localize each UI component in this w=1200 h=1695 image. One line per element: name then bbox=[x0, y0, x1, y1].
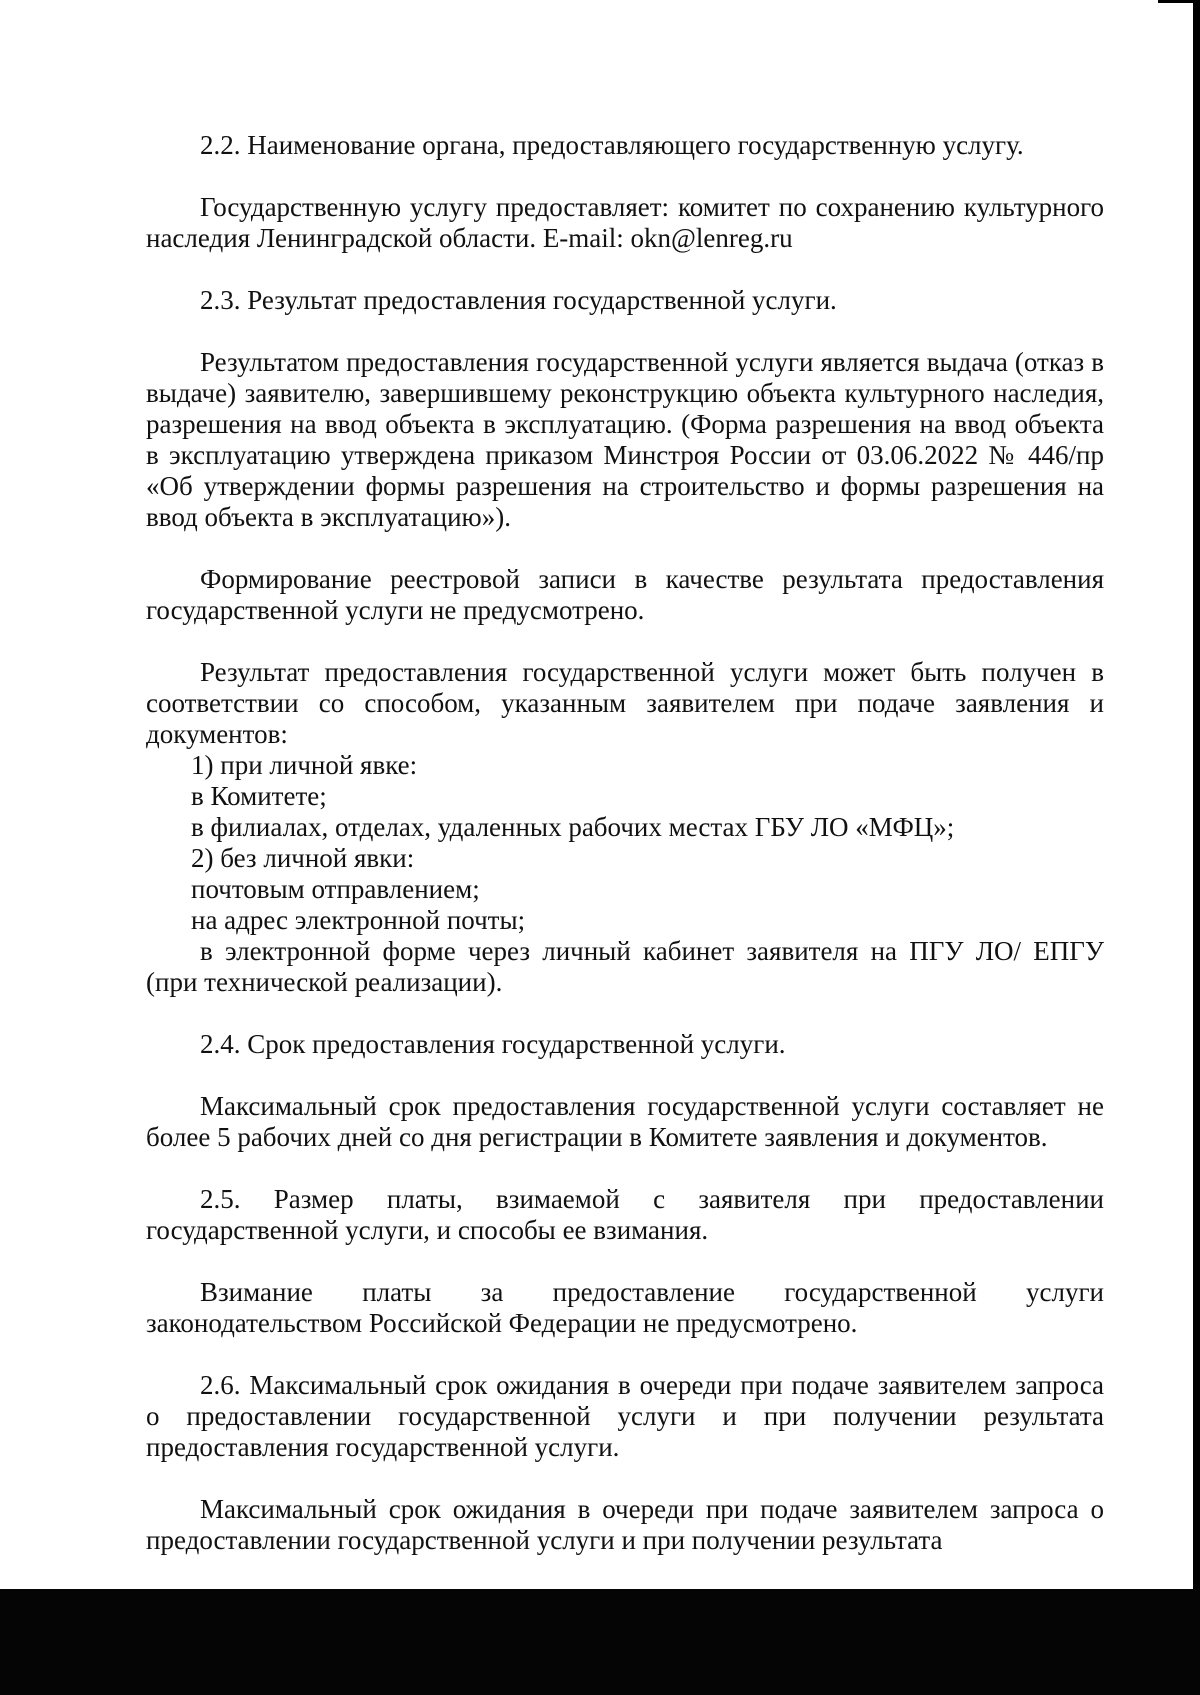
registry-record-paragraph: Формирование реестровой записи в качестве результата предоставления государственной услуги не предусмотрено. bbox=[146, 564, 1104, 625]
section-2-4-heading: 2.4. Срок предоставления государственной услуги. bbox=[200, 1029, 786, 1059]
document-text bbox=[146, 130, 1104, 1556]
receipt-option: почтовым отправлением; bbox=[191, 874, 480, 904]
section-2-2-heading: 2.2. Наименование органа, предоставляющего государственную услугу. bbox=[200, 130, 1024, 160]
receipt-option: в филиалах, отделах, удаленных рабочих местах ГБУ ЛО «МФЦ»; bbox=[191, 812, 955, 842]
scan-bottom-band bbox=[0, 1589, 1200, 1695]
section-2-6-text: Максимальный срок ожидания в очереди при подаче заявителем запроса о предоставлении государственной услуги и при получении результата bbox=[146, 1494, 1104, 1555]
section-2-5-heading: 2.5. Размер платы, взимаемой с заявителя при предоставлении государственной услуги, и способы ее взимания. bbox=[146, 1184, 1104, 1245]
scan-right-edge bbox=[1193, 0, 1200, 1590]
section-2-4-text: Максимальный срок предоставления государственной услуги составляет не более 5 рабочих дней со дня регистрации в Комитете заявления и документов. bbox=[146, 1091, 1104, 1152]
receipt-option: в Комитете; bbox=[191, 781, 327, 811]
section-2-2-text: Государственную услугу предоставляет: комитет по сохранению культурного наследия Ленинградской области. E-mail: okn@lenreg.ru bbox=[146, 192, 1104, 253]
receipt-methods-paragraph: Результат предоставления государственной услуги может быть получен в соответствии со способом, указанным заявителем при подаче заявления и документов: bbox=[146, 657, 1104, 749]
receipt-option-electronic: в электронной форме через личный кабинет заявителя на ПГУ ЛО/ ЕПГУ (при технической реализации). bbox=[146, 936, 1104, 997]
section-2-6-heading: 2.6. Максимальный срок ожидания в очереди при подаче заявителем запроса о предоставлении государственной услуги и при получении результата предоставления государственной услуги. bbox=[146, 1370, 1104, 1462]
receipt-option: на адрес электронной почты; bbox=[191, 905, 526, 935]
receipt-option: 2) без личной явки: bbox=[191, 843, 415, 873]
section-2-3-heading: 2.3. Результат предоставления государственной услуги. bbox=[200, 285, 837, 315]
receipt-option: 1) при личной явке: bbox=[191, 750, 418, 780]
result-paragraph: Результатом предоставления государственной услуги является выдача (отказ в выдаче) заявителю, завершившему реконструкцию объекта культурного наследия, разрешения на ввод объекта в эксплуатацию. (Форма разрешения на ввод объекта в эксплуатацию утверждена приказом Минстроя России от 03.06.2022 № 446/пр «Об утверждении формы разрешения на строительство и формы разрешения на ввод объекта в эксплуатацию»). bbox=[146, 347, 1104, 532]
section-2-5-text: Взимание платы за предоставление государственной услуги законодательством Российской Федерации не предусмотрено. bbox=[146, 1277, 1104, 1338]
